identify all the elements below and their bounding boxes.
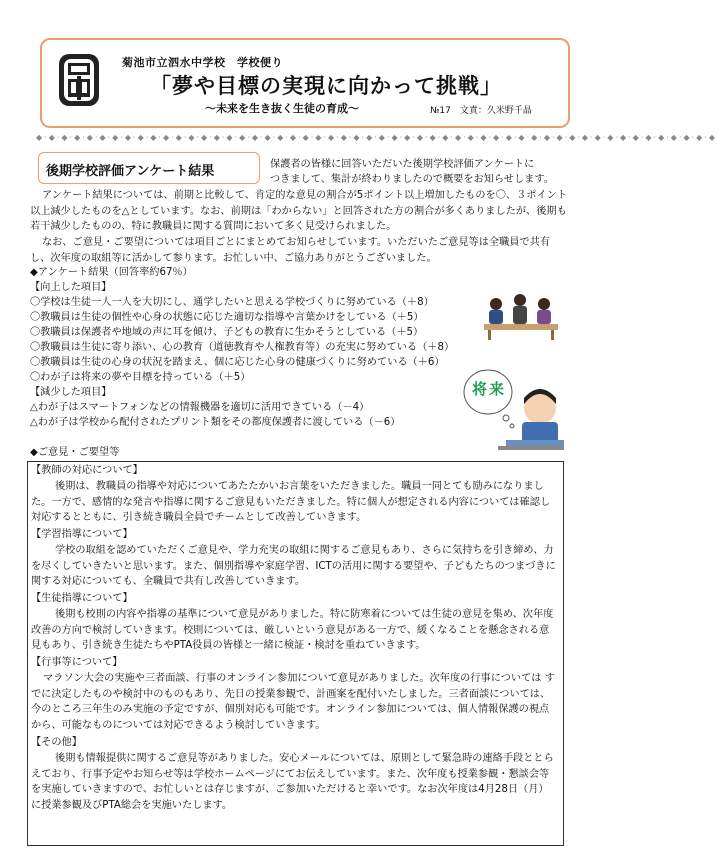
decreased-item: △わが子は学校から配付されたプリント類をその都度保護者に渡している（－6） <box>30 417 401 428</box>
decorative-divider: ◆·◆·◆·◆·◆·◆·◆·◆·◆·◆·◆·◆·◆·◆·◆·◆·◆·◆·◆·◆·◆·◆·◆·◆·◆·◆·◆·◆·◆·◆·◆·◆·◆·◆·◆·◆·◆·◆·◆·◆·◆·◆·◆·◆·◆·◆·◆·◆·◆·◆·◆·◆·◆·◆ <box>36 133 717 142</box>
bubble-text: 将来 <box>472 380 507 398</box>
newsletter-title: 「夢や目標の実現に向かって挑戦」 <box>150 74 502 98</box>
comment-text: 後期も校則の内容や指導の基準について意見がありました。特に防寒着については生徒の意見を集め、次年度改善の方向で検討していきます。校則については、厳しいという意見がある一方で、緩くなることを懸念される意見もあり、引き続き生徒たちやPTA役員の皆様と一緒に検証・検討を重ねていきます。 <box>31 609 554 652</box>
improved-item: 〇わが子は将来の夢や目標を持っている（＋5） <box>30 372 251 383</box>
decreased-item: △わが子はスマートフォンなどの情報機器を適切に活用できている（－4） <box>30 402 370 413</box>
comment-text: 学校の取組を認めていただくご意見や、学力充実の取組に関するご意見もあり、さらに気持ちを引き締め、力を尽くしていきたいと思います。また、個別指導や家庭学習、ICTの活用に関する要望や、子どもたちのつまづきに関する対応についても、全職員で共有し改善していきます。 <box>31 545 556 588</box>
intro-line-1: 保護者の皆様に回答いただいた後期学校評価アンケートに <box>270 159 535 170</box>
section-title: 後期学校評価アンケート結果 <box>46 164 215 179</box>
improved-item: 〇教職員は生徒に寄り添い、心の教育（道徳教育や人権教育等）の充実に努めている（＋8） <box>30 342 455 353</box>
comment-category-label: 【行事等について】 <box>31 657 123 668</box>
school-logo <box>56 50 102 110</box>
issue-number: №17 文責：久米野千晶 <box>430 106 532 116</box>
intro-line-2: つきまして、集計が終わりましたので概要をお知らせします。 <box>270 174 554 185</box>
results-heading: ◆アンケート結果（回答率約67％） <box>30 267 193 278</box>
improved-item: 〇教職員は生徒の心身の状況を踏まえ、個に応じた心身の健康づくりに努めている（＋6） <box>30 357 445 368</box>
improved-item: 〇教職員は生徒の個性や心身の状態に応じた適切な指導や言葉かけをしている（＋5） <box>30 312 424 323</box>
newsletter-subtitle: ～未来を生き抜く生徒の育成～ <box>205 102 359 115</box>
comment-category-label: 【学習指導について】 <box>31 529 133 540</box>
opinions-heading: ◆ご意見・ご要望等 <box>30 447 120 458</box>
comment-text: 後期は、教職員の指導や対応についてあたたかいお言葉をいただきました。職員一同とても励みになりました。一方で、感情的な発言や指導に関するご意見もいただきました。特に個人が想定される内容については確認し対応するとともに、引き続き職員全員でチームとして改善していきます。 <box>31 481 551 524</box>
intro-paragraph-2: なお、ご意見・ご要望については項目ごとにまとめてお知らせしています。いただいたご意見等は全職員で共有し、次年度の取組等に活かして参ります。お忙しい中、ご協力ありがとうございました。 <box>30 237 551 264</box>
comment-text: 後期も情報提供に関するご意見等がありました。安心メールについては、原則として緊急時の連絡手段ととらえており、行事予定やお知らせ等は学校ホームページにてお伝えしています。また、次年度も授業参観・懇談会等を実施していきますので、お忙しいとは存じますが、ご参加いただけると幸いです。なお次年度は4月28日（月）に授業参観及びPTA総会を実施いたします。 <box>31 753 554 811</box>
comment-text: マラソン大会の実施や三者面談、行事のオンライン参加について意見がありました。次年度の行事については すでに決定したものや検討中のものもあり、先日の授業参観で、計画案を配付いたしました。三者面談については、今のところ三年生のみ実施の予定ですが、個別対応も可能です。オンライン参加については、個人情報保護の視点から、可能なものについては対応できるよう検討していきます。 <box>31 673 555 731</box>
improved-item: 〇教職員は保護者や地域の声に耳を傾け、子どもの教育に生かそうとしている（＋5） <box>30 327 424 338</box>
comment-category-label: 【生徒指導について】 <box>31 593 133 604</box>
improved-item: 〇学校は生徒一人一人を大切にし、通学したいと思える学校づくりに努めている（＋8） <box>30 297 434 308</box>
comment-category-label: 【その他】 <box>31 737 82 748</box>
school-name: 菊池市立泗水中学校 学校便り <box>122 56 283 69</box>
improved-label: 【向上した項目】 <box>30 282 112 293</box>
intro-paragraph-1: アンケート結果については、前期と比較して、肯定的な意見の割合が5ポイント以上増加したものを〇、３ポイント以上減少したものを△としています。なお、前期は「わからない」と回答された方の割合が多くありましたが、後期も若干減少したものの、特に教職員に関する質問において多く見受けられました。 <box>30 190 568 233</box>
comment-category-label: 【教師の対応について】 <box>31 465 143 476</box>
decreased-label: 【減少した項目】 <box>30 387 112 398</box>
meeting-illustration <box>480 290 562 342</box>
